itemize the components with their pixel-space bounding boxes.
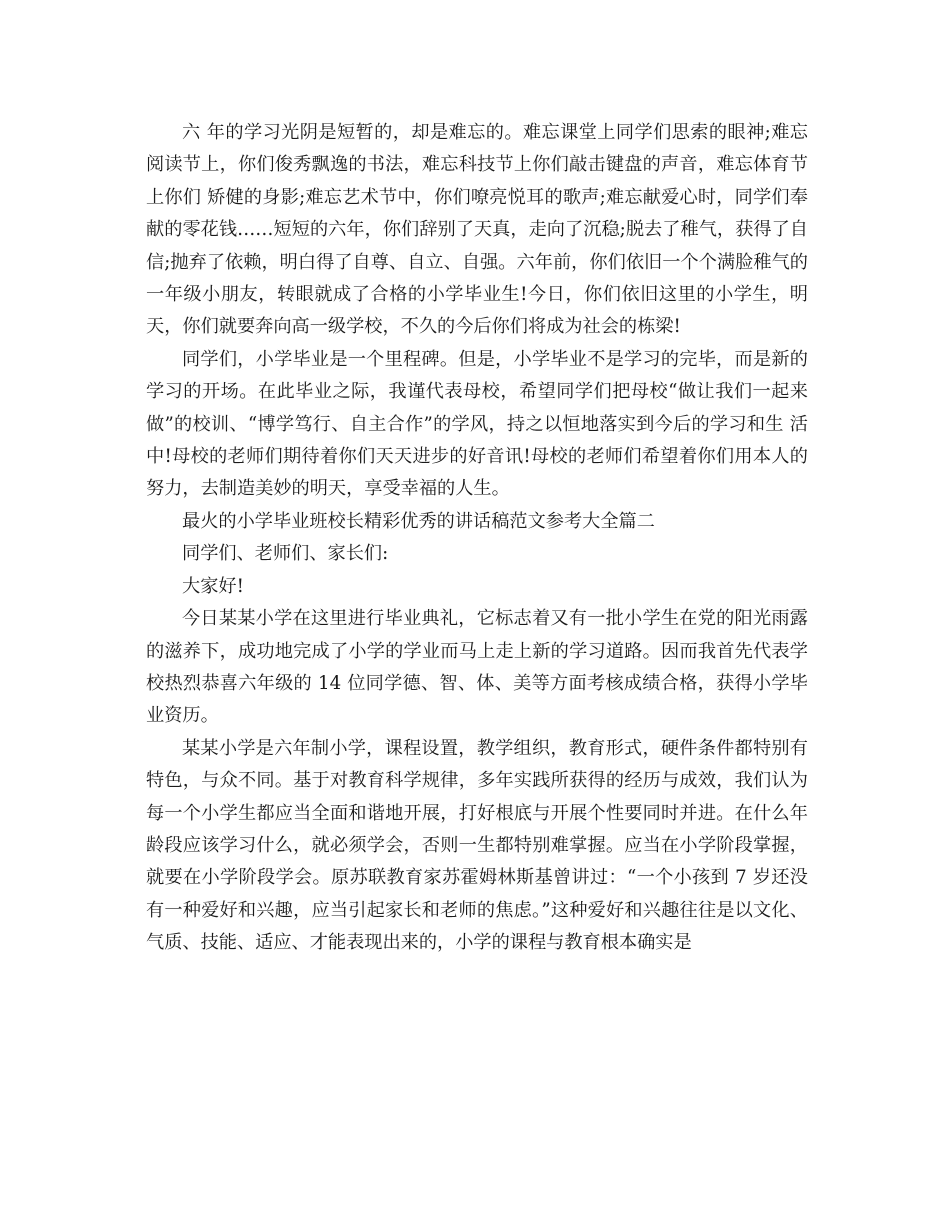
salutation: 同学们、老师们、家长们:	[182, 543, 389, 565]
paragraph-3: 今日某某小学在这里进行毕业典礼，它标志着又有一批小学生在党的阳光雨露的滋养下，成功地完成了小学的学业而马上走上新的学习道路。因而我首先代表学校热烈恭喜六年级的 14 位同学德、智、体、美等方面考核成绩合格，获得小学毕业资历。	[146, 608, 808, 727]
paragraph-1: 六 年的学习光阴是短暂的，却是难忘的。难忘课堂上同学们思索的眼神;难忘阅读节上，你们俊秀飘逸的书法，难忘科技节上你们敲击键盘的声音，难忘体育节上你们 矫健的身影;难忘艺术节中，你们嘹亮悦耳的歌声;难忘献爱心时，同学们奉献的零花钱……短短的六年，你们辞别了天真，走向了沉稳;脱去了稚气，获得了自 信;抛弃了依赖，明白得了自尊、自立、自强。六年前，你们依旧一个个满脸稚气的一年级小朋友，转眼就成了合格的小学毕业生!今日，你们依旧这里的小学生，明 天，你们就要奔向高一级学校，不久的今后你们将成为社会的栋梁!	[146, 122, 808, 338]
paragraph-4: 某某小学是六年制小学，课程设置，教学组织，教育形式，硬件条件都特别有特色，与众不同。基于对教育科学规律，多年实践所获得的经历与成效，我们认为每一个小学生都应当全面和谐地开展，打好根底与开展个性要同时并进。在什么年龄段应该学习什么，就必须学会，否则一生都特别难掌握。应当在小学阶段掌握，就要在小学阶段学会。原苏联教育家苏霍姆林斯基曾讲过：“一个小孩到 7 岁还没有一种爱好和兴趣，应当引起家长和老师的焦虑。”这种爱好和兴趣往往是以文化、气质、技能、适应、才能表现出来的，小学的课程与教育根本确实是	[146, 737, 808, 954]
document-body	[146, 117, 808, 960]
paragraph-2: 同学们，小学毕业是一个里程碑。但是，小学毕业不是学习的完毕，而是新的 学习的开场。在此毕业之际，我谨代表母校，希望同学们把母校“做让我们一起来做”的校训、“博学笃行、自主合作”的学风，持之以恒地落实到今后的学习和生 活中!母校的老师们期待着你们天天进步的好音讯!母校的老师们希望着你们用本人的努力，去制造美妙的明天，享受幸福的人生。	[146, 348, 808, 500]
section-heading: 最火的小学毕业班校长精彩优秀的讲话稿范文参考大全篇二	[182, 510, 655, 532]
greeting: 大家好!	[182, 575, 244, 597]
